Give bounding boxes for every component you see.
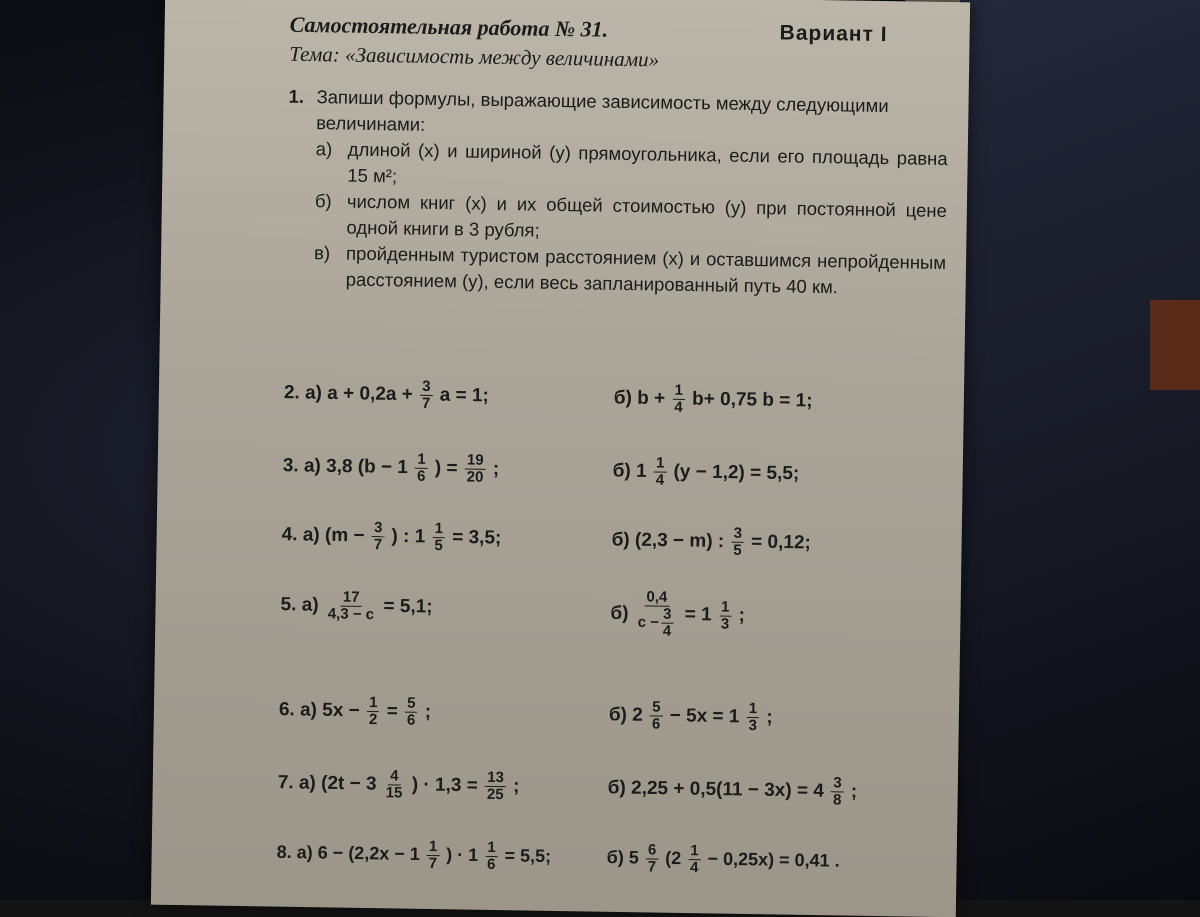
fraction [420,379,433,412]
denominator: 15 [385,784,403,802]
numerator: 5 [405,696,418,713]
equation-6a [279,694,432,729]
fraction [485,770,506,803]
equation-text: a = 1; [439,384,489,407]
equation-text: 1 [635,460,647,482]
equation-text: = [386,700,398,722]
numerator: 1 [747,701,760,718]
equation-text: 6 − (2,2x − 1 [317,842,420,865]
numerator: 0,4 [644,589,669,606]
denominator: 6 [416,467,426,485]
denominator: 4 [674,398,683,416]
equation-text: b + [637,387,666,410]
equation-label: а) [301,594,319,616]
equation-label: а) [304,382,323,404]
equation-label: б) [613,387,633,409]
equation-number: 8. [276,841,292,863]
equation-text: ) = [434,457,458,479]
equation-7a [278,767,520,804]
fraction [415,452,428,485]
equation-5a [280,589,433,624]
fraction [427,839,440,872]
equation-label: а) [298,772,317,794]
equation-7b [607,772,857,809]
equation-label: б) [611,529,630,551]
topic-line: Тема: «Зависимость между величинами» [289,41,660,72]
equation-text: (2 [665,847,682,869]
equation-text: ) : 1 [391,525,426,548]
equation-text: (2,3 − m) : [634,529,725,553]
equation-text: 5 [628,847,639,868]
numerator: 1 [654,455,667,472]
worksheet-title: Самостоятельная работа № 31. [289,11,609,42]
denominator [635,606,677,640]
denominator: 6 [486,855,496,874]
task-item-text: пройденным туристом расстоянием (x) и оставшимся непройденным расстоянием (y), если весь запланированный путь 40 км. [345,242,947,298]
equation-text: ; [424,701,432,723]
equation-text: 5x − [322,699,360,722]
fraction [831,775,844,808]
equation-text: 2 [632,704,643,726]
fraction [635,589,677,640]
equation-label: а) [303,455,321,477]
fraction [661,607,674,640]
fraction [672,383,685,416]
fraction [719,599,732,632]
fraction [485,840,498,873]
equation-label: а) [296,842,313,863]
equation-text: (m − [324,524,365,547]
task-item-label: в) [313,242,331,264]
equation-number: 5. [280,594,297,616]
fraction [646,842,659,875]
numerator: 3 [831,775,844,792]
numerator: 3 [420,379,433,396]
equation-number: 4. [281,524,298,546]
denominator: 4 [689,859,699,877]
equation-4b [611,524,811,560]
numerator: 1 [415,452,428,469]
numerator: 13 [485,770,506,787]
equation-text: ; [512,775,520,797]
task-item-text: длиной (x) и шириной (y) прямоугольника, если его площадь равна 15 м²; [347,138,948,187]
task-item-label: а) [315,138,333,160]
equation-text: = 5,1; [383,595,433,618]
numerator: 1 [367,695,380,712]
numerator: 1 [688,843,701,860]
equation-8a [276,837,551,874]
equation-text: ; [766,706,773,728]
numerator: 1 [427,839,440,856]
denominator: 8 [832,791,842,809]
equation-label: а) [302,524,320,546]
denominator: 7 [421,394,431,412]
task-item-text: числом книг (x) и их общей стоимостью (y) при постоянной цене одной книги в 3 рубля; [346,190,948,241]
denominator: 6 [651,715,661,733]
fraction [326,589,377,623]
task-1 [286,84,949,302]
equation-text: = 0,12; [750,531,811,554]
equation-2a [284,377,489,413]
equation-text: ) · 1 [446,844,479,866]
numerator: 4 [388,768,401,785]
equation-5b [610,589,745,641]
task-number: 1. [288,85,305,107]
denominator: 4 [655,471,665,489]
equation-3a [283,450,500,486]
fraction [405,696,418,729]
equation-text: b+ 0,75 b = 1; [691,388,813,412]
equation-6b [609,699,773,735]
numerator: 17 [341,590,362,607]
denominator: 25 [486,785,504,804]
denominator: 6 [406,711,416,729]
task-intro: Запиши формулы, выражающие зависимость между следующими величинами: [316,86,889,135]
task-item-label: б) [314,190,332,212]
numerator: 6 [646,842,659,859]
denominator: 5 [733,541,742,559]
equation-label: б) [606,847,624,868]
denominator: 7 [428,854,438,873]
equation-label: а) [299,699,318,721]
numerator: 1 [433,521,446,538]
equation-text: (2t − 3 [320,772,377,795]
denominator: 4 [662,622,672,640]
variant-label: Вариант I [779,21,888,47]
numerator: 3 [661,607,674,624]
equation-4a [281,519,501,555]
equation-number: 2. [283,382,300,404]
equation-label: б) [612,460,631,482]
denominator: 4,3 − c [327,605,375,624]
worksheet-page [151,0,970,917]
fraction [372,520,385,553]
equation-text: = 5,5; [504,845,552,867]
equation-text: ; [738,604,746,626]
equation-text: 2,25 + 0,5(11 − 3x) = 4 [630,777,825,802]
equation-text: = 3,5; [452,526,502,549]
numerator: 3 [372,520,385,537]
equation-3b [612,455,799,491]
equation-text: c − [637,613,660,632]
denominator: 7 [373,536,383,554]
equation-8b [606,842,840,879]
equation-text: ) · 1,3 = [411,774,478,797]
denominator: 7 [647,858,657,876]
numerator: 1 [485,840,498,857]
denominator: 3 [748,716,758,735]
equation-label: б) [607,777,626,799]
denominator: 3 [720,615,730,633]
equation-text: a + 0,2a + [327,382,413,406]
fraction [746,701,759,734]
denominator: 5 [434,537,443,555]
denominator: 20 [466,468,484,486]
equation-number: 7. [277,772,294,794]
equation-label: б) [608,704,628,726]
background-wood [1150,300,1200,390]
equation-number: 3. [282,455,299,477]
equation-label: б) [610,602,629,625]
fraction [654,455,667,488]
equation-text: ; [850,781,858,803]
numerator: 1 [672,383,685,400]
fraction [384,768,405,801]
equation-text: − 5x = 1 [669,705,740,728]
task-item [314,240,947,302]
numerator: 5 [650,699,663,716]
numerator: 1 [719,599,732,616]
fraction [465,453,486,486]
denominator: 2 [368,711,378,729]
fraction [650,699,663,732]
equation-2b [614,382,813,418]
numerator: 19 [465,453,486,470]
fraction [432,521,445,554]
equation-text: = 1 [684,603,712,626]
equation-text: ; [492,458,500,480]
numerator: 3 [731,526,744,543]
fraction [731,526,744,559]
equation-text: − 0,25x) = 0,41 . [707,848,840,871]
equation-number: 6. [278,699,295,721]
fraction [688,843,701,876]
equation-text: 3,8 (b − 1 [325,455,409,479]
equation-text: (y − 1,2) = 5,5; [673,461,800,485]
fraction [367,695,380,728]
background-cloth [960,0,1200,900]
